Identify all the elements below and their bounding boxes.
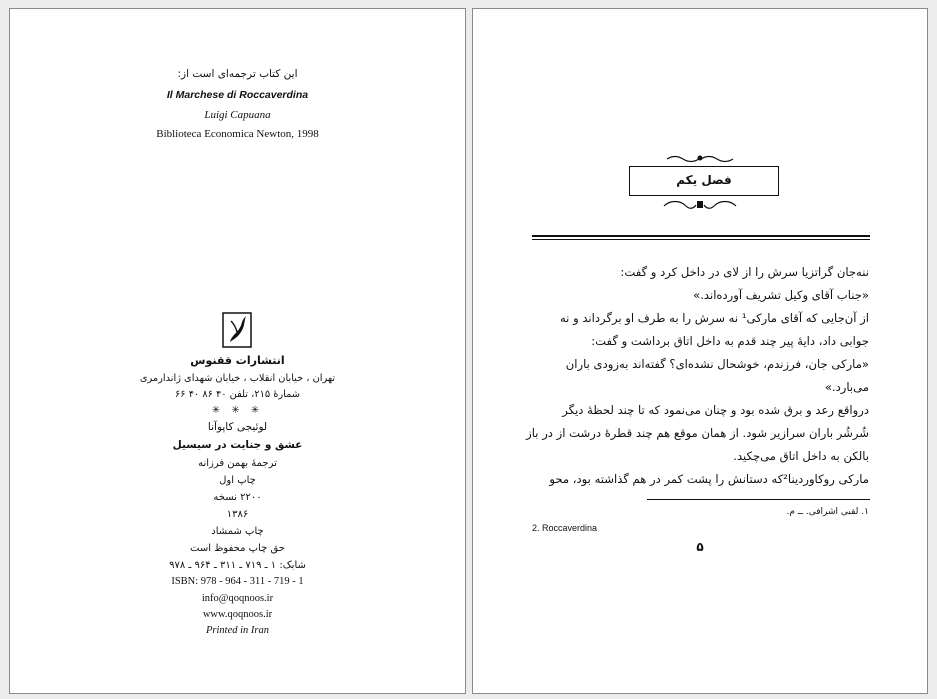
footnote-rule <box>647 499 870 500</box>
publisher-name: انتشارات ققنوس <box>190 354 285 367</box>
isbn-fa: شابک: ۱ ـ ۷۱۹ ـ ۳۱۱ ـ ۹۶۴ ـ ۹۷۸ <box>169 560 306 571</box>
publisher-address: تهران ، خیابان انقلاب ، خیابان شهدای ژاندارمری <box>139 373 336 384</box>
ornament-top-icon <box>473 153 927 166</box>
right-page <box>472 8 928 694</box>
ornament-bottom-icon <box>473 198 927 215</box>
phoenix-logo-icon <box>222 312 252 348</box>
chapter-title-box <box>629 166 779 196</box>
body-line: درواقع رعد و برق شده بود و چنان می‌نمود که تا چند لحظهٔ دیگر <box>562 403 869 417</box>
edition: چاپ اول <box>219 475 256 486</box>
printer: چاپ شمشاد <box>211 526 264 537</box>
footnote-2: 2. Roccaverdina <box>532 523 598 533</box>
body-line: «مارکی جان، فرزندم، خوشحال نشده‌ای؟ گفته‌اند به‌زودی باران <box>565 357 869 371</box>
body-line: «جناب آقای وکیل تشریف آورده‌اند.» <box>693 288 869 302</box>
body-line: جوابی داد، دایهٔ پیر چند قدم به داخل اتاق برداشت و گفت: <box>591 334 869 348</box>
publisher-phone: شمارهٔ ۲۱۵، تلفن ۴۰ ۸۶ ۴۰ ۶۶ <box>175 389 300 400</box>
website: www.qoqnoos.ir <box>202 609 273 620</box>
body-line: ننه‌جان گراتزیا سرش را از لای در داخل کرد و گفت: <box>620 265 869 279</box>
book-title-fa: عشق و جنایت در سیسیل <box>172 439 303 451</box>
body-line: از آن‌جایی که آقای مارکی¹ نه سرش را به طرف او برگرداند و نه <box>559 311 869 325</box>
left-page <box>9 8 466 694</box>
translator: ترجمهٔ بهمن فرزانه <box>198 458 277 469</box>
chapter-title: فصل یکم <box>676 173 732 187</box>
footnote-1: ۱. لقبی اشرافی. ــ م. <box>786 507 869 517</box>
body-line: می‌بارد.» <box>824 380 869 394</box>
body-line: بالکن به داخل اتاق می‌چکید. <box>733 449 869 463</box>
original-edition: Biblioteca Economica Newton, 1998 <box>156 128 319 140</box>
original-title: Il Marchese di Roccaverdina <box>166 89 309 101</box>
body-line: مارکی روکاوردینا²که دستانش را پشت کمر در هم گذاشته بود، محو <box>549 472 869 486</box>
original-author: Luigi Capuana <box>204 109 271 121</box>
printed-in: Printed in Iran <box>206 625 269 636</box>
print-run: ۲۲۰۰ نسخه <box>213 492 262 503</box>
isbn-en: ISBN: 978 - 964 - 311 - 719 - 1 <box>171 576 304 587</box>
rights-notice: حق چاپ محفوظ است <box>190 543 285 554</box>
star-divider-icon: ✳ ✳ ✳ <box>211 405 264 416</box>
publication-year: ۱۳۸۶ <box>226 509 249 520</box>
translation-note: این کتاب ترجمه‌ای است از: <box>177 68 298 80</box>
author-name-fa: لوئیجی کاپوآنا <box>207 421 268 433</box>
page-number: ۵ <box>696 540 704 554</box>
email: info@qoqnoos.ir <box>201 593 274 604</box>
chapter-rule <box>532 235 870 240</box>
body-line: شُرشُر باران سرازیر شود. از همان موقع هم چند قطرهٔ درشت از در باز <box>526 426 869 440</box>
